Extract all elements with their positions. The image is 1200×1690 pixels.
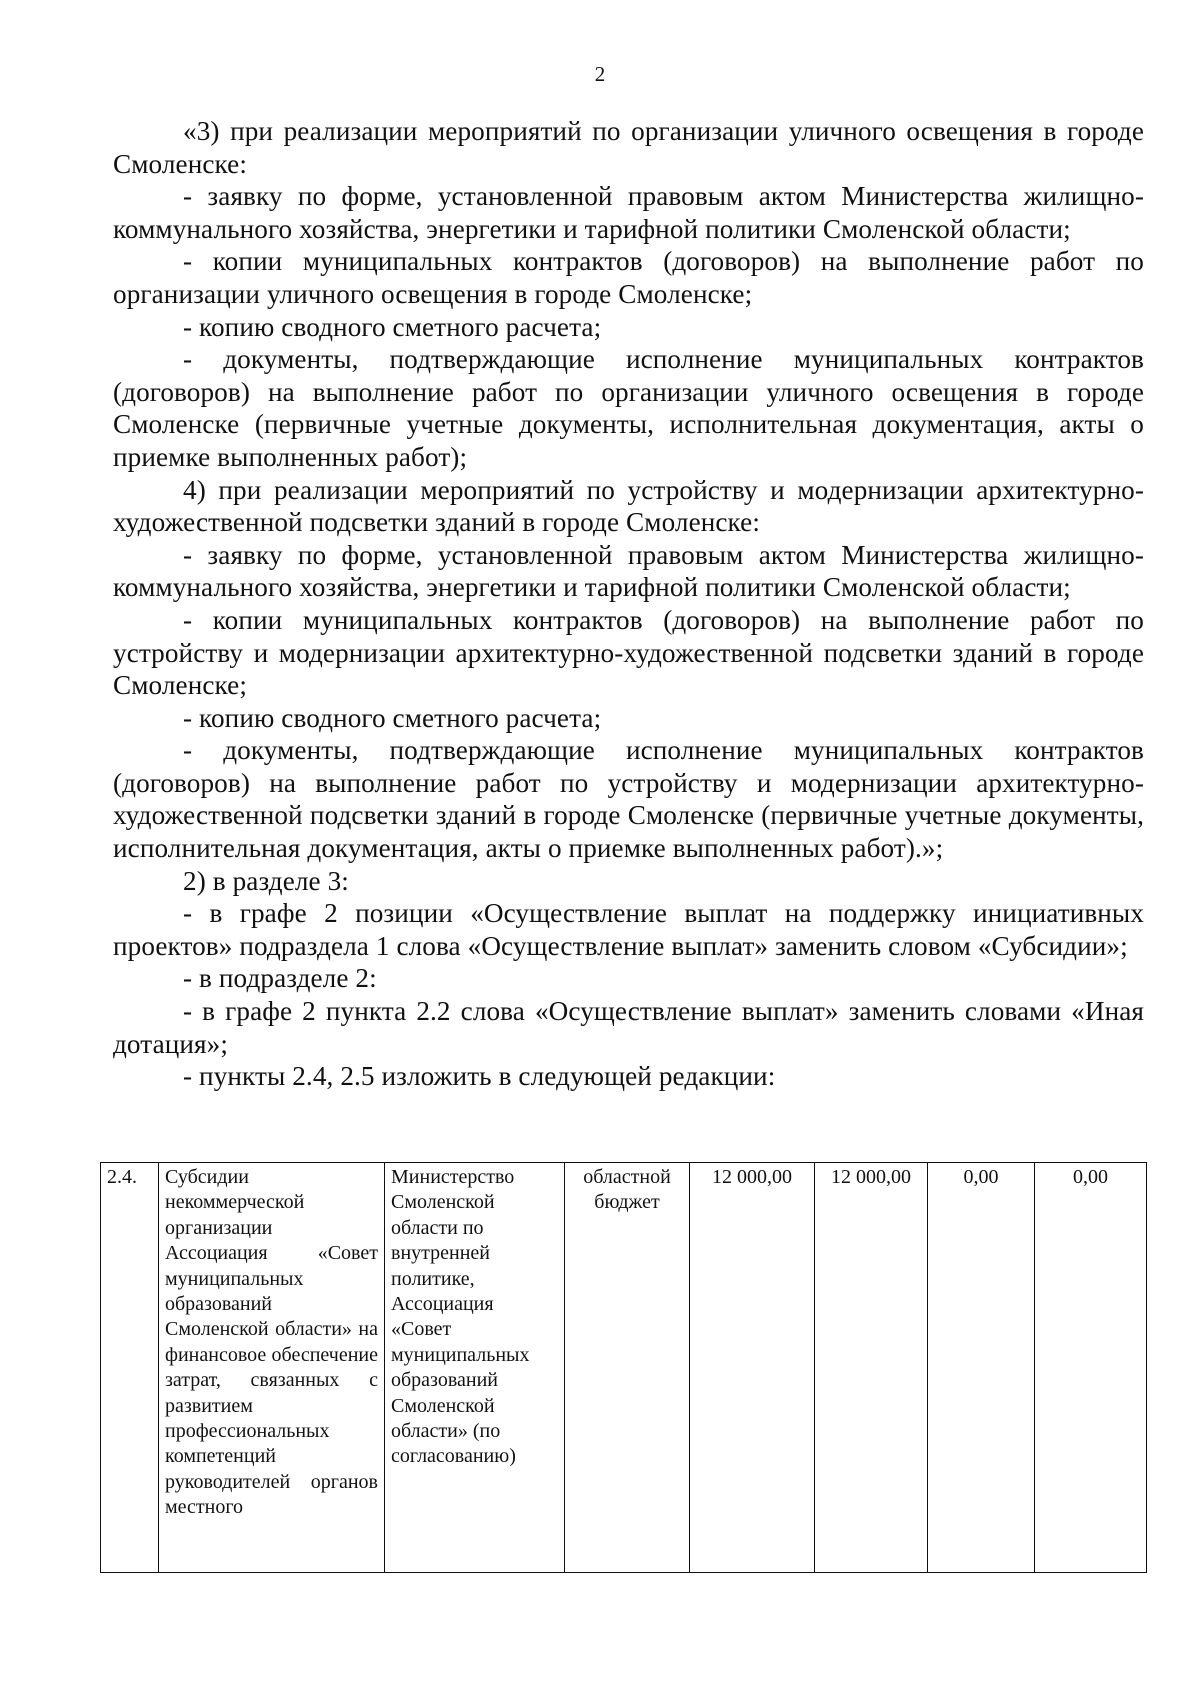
source-line: бюджет	[594, 1191, 660, 1214]
row-executor-cell	[385, 1163, 565, 1573]
executor-line: «Совет	[391, 1318, 452, 1341]
program-table	[100, 1162, 1147, 1573]
row-year1-cell: 12 000,00	[815, 1163, 928, 1573]
executor-line: Смоленской	[391, 1191, 495, 1214]
document-body	[113, 115, 1144, 1093]
executor-line: образований	[391, 1369, 499, 1392]
paragraph: - копии муниципальных контрактов (договоров) на выполнение работ по организации уличного освещения в городе Смоленске;	[113, 246, 1144, 309]
executor-line: согласованию)	[391, 1445, 516, 1468]
row-total-cell: 12 000,00	[690, 1163, 815, 1573]
row-name-cell: Субсидии некоммерческой организации Ассоциация «Совет муниципальных образований Смоленской области» на финансовое обеспечение затрат, связанных с развитием профессиональных компетенций руководителей органов местного	[159, 1163, 385, 1573]
paragraph: - копии муниципальных контрактов (договоров) на выполнение работ по устройству и модернизации архитектурно-художественной подсветки зданий в городе Смоленске;	[113, 604, 1144, 701]
paragraph: - пункты 2.4, 2.5 изложить в следующей редакции:	[183, 1061, 776, 1092]
paragraph: - в графе 2 пункта 2.2 слова «Осуществление выплат» заменить словами «Иная дотация»;	[113, 996, 1144, 1059]
executor-line: области по	[391, 1216, 484, 1239]
table-row	[101, 1163, 1147, 1573]
page-number: 2	[594, 62, 606, 86]
executor-line: внутренней	[391, 1242, 490, 1265]
paragraph: - заявку по форме, установленной правовым актом Министерства жилищно-коммунального хозяйства, энергетики и тарифной политики Смоленской области;	[113, 539, 1144, 603]
executor-line: области» (по	[391, 1420, 501, 1443]
paragraph: «3) при реализации мероприятий по организации уличного освещения в городе Смоленске:	[113, 116, 1144, 179]
executor-line: Смоленской	[391, 1394, 495, 1417]
row-year3-cell: 0,00	[1035, 1163, 1147, 1573]
paragraph: - заявку по форме, установленной правовым актом Министерства жилищно-коммунального хозяйства, энергетики и тарифной политики Смоленской области;	[113, 181, 1144, 244]
paragraph: 4) при реализации мероприятий по устройству и модернизации архитектурно-художественной подсветки зданий в городе Смоленске:	[113, 474, 1144, 538]
paragraph: - в подразделе 2:	[183, 963, 377, 994]
executor-line: муниципальных	[391, 1343, 530, 1366]
paragraph: - документы, подтверждающие исполнение муниципальных контрактов (договоров) на выполнение работ по устройству и модернизации архитектурно-художественной подсветки зданий в городе Смоленске (первичные учетные документы, исполнительная документация, акты о приемке выполненных работ).»;	[113, 735, 1144, 864]
executor-line: Министерство	[391, 1166, 515, 1188]
paragraph: - документы, подтверждающие исполнение муниципальных контрактов (договоров) на выполнение работ по организации уличного освещения в городе Смоленске (первичные учетные документы, исполнительная документация, акты о приемке выполненных работ);	[113, 344, 1144, 472]
row-year2-cell: 0,00	[928, 1163, 1035, 1573]
paragraph: 2) в разделе 3:	[183, 865, 349, 896]
source-line: областной	[583, 1166, 671, 1188]
row-source-cell	[565, 1163, 690, 1573]
paragraph: - копию сводного сметного расчета;	[183, 702, 602, 733]
executor-line: политике,	[391, 1267, 475, 1290]
paragraph: - в графе 2 позиции «Осуществление выплат на поддержку инициативных проектов» подраздела 1 слова «Осуществление выплат» заменить словом «Субсидии»;	[113, 898, 1144, 961]
executor-line: Ассоциация	[391, 1293, 494, 1316]
paragraph: - копию сводного сметного расчета;	[183, 311, 602, 342]
row-number-cell: 2.4.	[101, 1163, 159, 1573]
